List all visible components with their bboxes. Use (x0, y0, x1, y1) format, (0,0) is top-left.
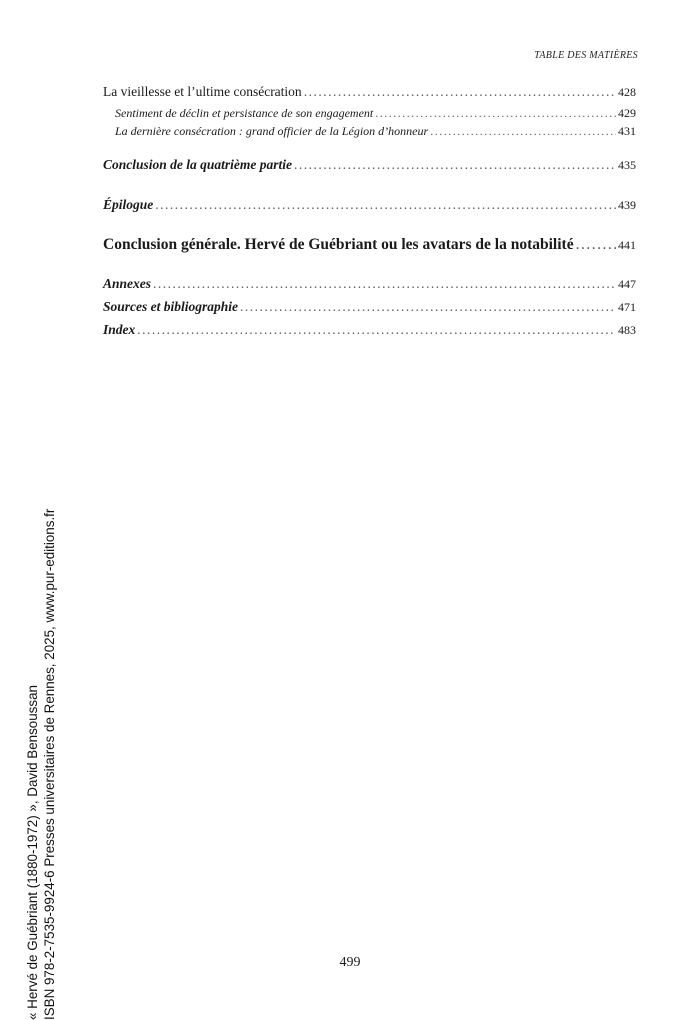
leader-dots (153, 276, 616, 292)
leader-dots (240, 299, 616, 315)
running-head: TABLE DES MATIÈRES (534, 50, 638, 61)
leader-dots (576, 236, 616, 254)
toc-entry[interactable] (103, 124, 636, 139)
toc-entry[interactable] (103, 106, 636, 121)
toc-entry-label: Épilogue (103, 197, 154, 212)
leader-dots (375, 106, 616, 121)
toc-entry-page: 471 (618, 300, 636, 314)
toc-entry-page: 447 (618, 277, 636, 291)
toc-entry-page: 431 (618, 124, 636, 138)
toc-entry[interactable] (103, 322, 636, 338)
toc-entry-label: Sentiment de déclin et persistance de son engagement (115, 106, 374, 120)
toc-entry-label: La dernière consécration : grand officier de la Légion d’honneur (115, 124, 429, 138)
leader-dots (137, 322, 616, 338)
toc-entry[interactable] (103, 276, 636, 292)
toc-entry[interactable] (103, 299, 636, 315)
toc-entry-label: Index (103, 322, 136, 337)
leader-dots (304, 84, 616, 100)
side-note-title-line: « Hervé de Guébriant (1880-1972) », David Bensoussan (25, 685, 40, 1020)
publisher-side-note (24, 460, 58, 1020)
toc-entry-page: 435 (618, 158, 636, 172)
toc-entry-page: 439 (618, 198, 636, 212)
toc-entry[interactable] (103, 197, 636, 213)
toc-entry-label: Sources et bibliographie (103, 299, 239, 314)
toc-entry-label: Annexes (103, 276, 152, 291)
toc-entry-label: Conclusion de la quatrième partie (103, 157, 293, 172)
leader-dots (430, 124, 616, 139)
toc-entry-page: 429 (618, 106, 636, 120)
toc-entry[interactable] (103, 84, 636, 100)
toc-entry-page: 441 (618, 238, 636, 252)
toc-entry-page: 483 (618, 323, 636, 337)
leader-dots (294, 157, 616, 173)
page-number: 499 (339, 955, 361, 970)
toc-entry-label: Conclusion générale. Hervé de Guébriant ou les avatars de la notabilité (103, 236, 574, 253)
leader-dots (155, 197, 616, 213)
toc-entry-label: La vieillesse et l’ultime consécration (103, 84, 302, 99)
side-note-isbn-line: ISBN 978-2-7535-9924-6 Presses universitaires de Rennes, 2025, www.pur-editions.fr (42, 508, 57, 1020)
toc-entry-page: 428 (618, 85, 636, 99)
toc-entry[interactable] (103, 236, 636, 254)
toc-entry[interactable] (103, 157, 636, 173)
